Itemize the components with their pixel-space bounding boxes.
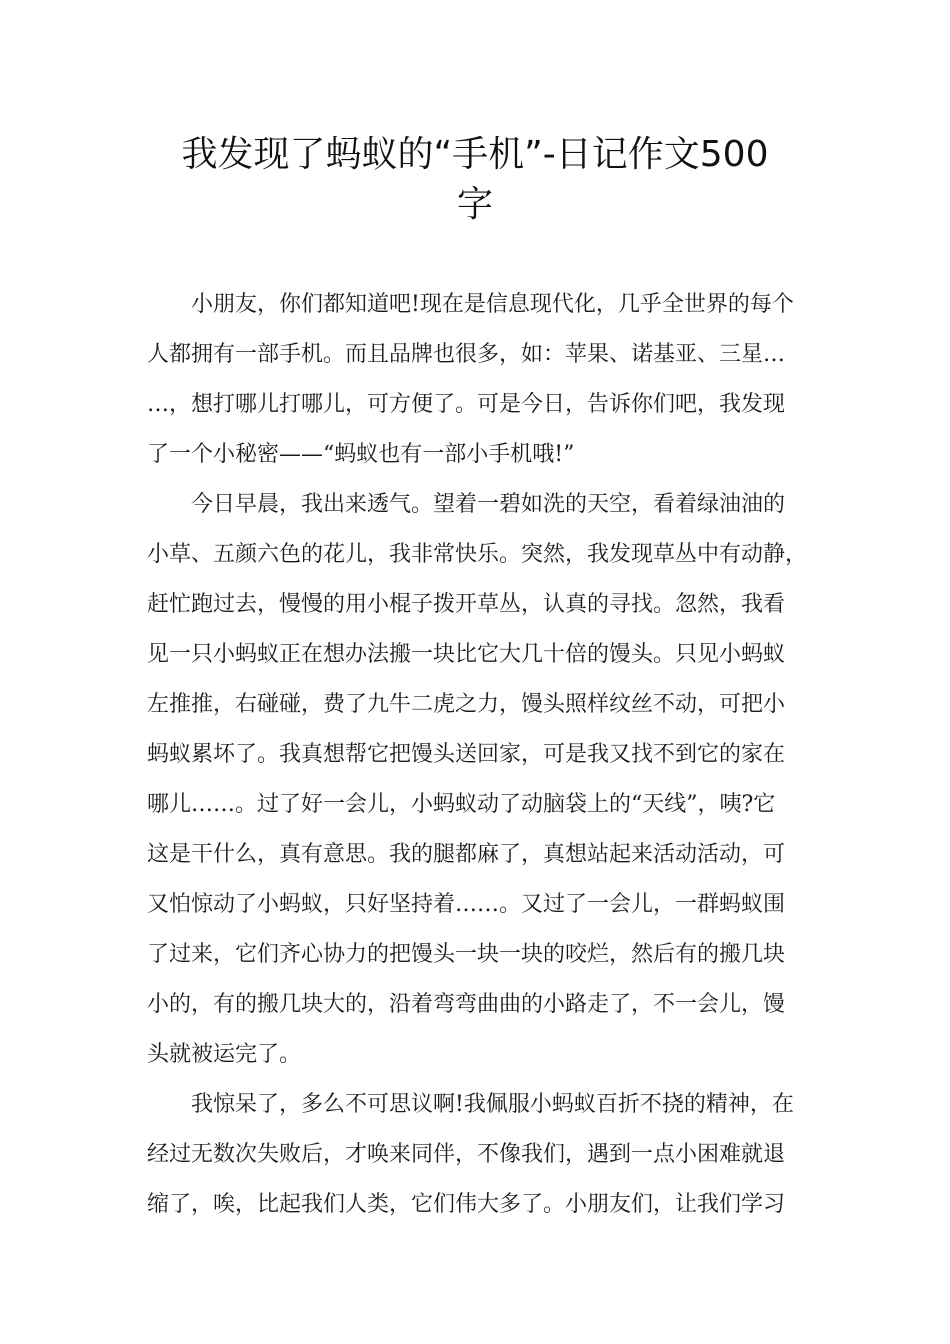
paragraph-line: 小朋友，你们都知道吧!现在是信息现代化，几乎全世界的每个 [191,292,794,317]
paragraph-line: 今日早晨，我出来透气。望着一碧如洗的天空，看着绿油油的 [191,492,786,517]
paragraph-1 [147,280,827,480]
title-line-1: 我发现了蚂蚁的“手机”-日记作文500 [181,134,769,175]
paragraph-line: 我惊呆了，多么不可思议啊!我佩服小蚂蚁百折不挠的精神，在 [191,1092,794,1117]
paragraph-line: 了过来，它们齐心协力的把馒头一块一块的咬烂，然后有的搬几块 [147,942,786,967]
paragraph-line: …，想打哪儿打哪儿，可方便了。可是今日，告诉你们吧，我发现 [147,392,786,417]
paragraph-line: 左推推，右碰碰，费了九牛二虎之力，馒头照样纹丝不动，可把小 [147,692,786,717]
paragraph-line: 小草、五颜六色的花儿，我非常快乐。突然，我发现草丛中有动静， [147,542,808,567]
paragraph-line: 人都拥有一部手机。而且品牌也很多，如：苹果、诺基亚、三星… [147,342,786,367]
paragraph-2 [147,480,827,1080]
title-line-2: 字 [456,184,493,225]
paragraph-line: 见一只小蚂蚁正在想办法搬一块比它大几十倍的馒头。只见小蚂蚁 [147,642,786,667]
document-title [130,130,820,230]
article-body [147,280,827,1230]
paragraph-line: 又怕惊动了小蚂蚁，只好坚持着……。又过了一会儿，一群蚂蚁围 [147,892,786,917]
paragraph-3 [147,1080,827,1230]
paragraph-line: 了一个小秘密——“蚂蚁也有一部小手机哦!” [147,442,575,467]
paragraph-line: 经过无数次失败后，才唤来同伴，不像我们，遇到一点小困难就退 [147,1142,786,1167]
paragraph-line: 蚂蚁累坏了。我真想帮它把馒头送回家，可是我又找不到它的家在 [147,742,786,767]
paragraph-line: 赶忙跑过去，慢慢的用小棍子拨开草丛，认真的寻找。忽然，我看 [147,592,786,617]
paragraph-line: 这是干什么，真有意思。我的腿都麻了，真想站起来活动活动，可 [147,842,786,867]
paragraph-line: 头就被运完了。 [147,1042,302,1067]
paragraph-line: 哪儿……。过了好一会儿，小蚂蚁动了动脑袋上的“天线”，咦?它 [147,792,776,817]
paragraph-line: 小的，有的搬几块大的，沿着弯弯曲曲的小路走了，不一会儿，馒 [147,992,786,1017]
paragraph-line: 缩了，唉，比起我们人类，它们伟大多了。小朋友们，让我们学习 [147,1192,786,1217]
